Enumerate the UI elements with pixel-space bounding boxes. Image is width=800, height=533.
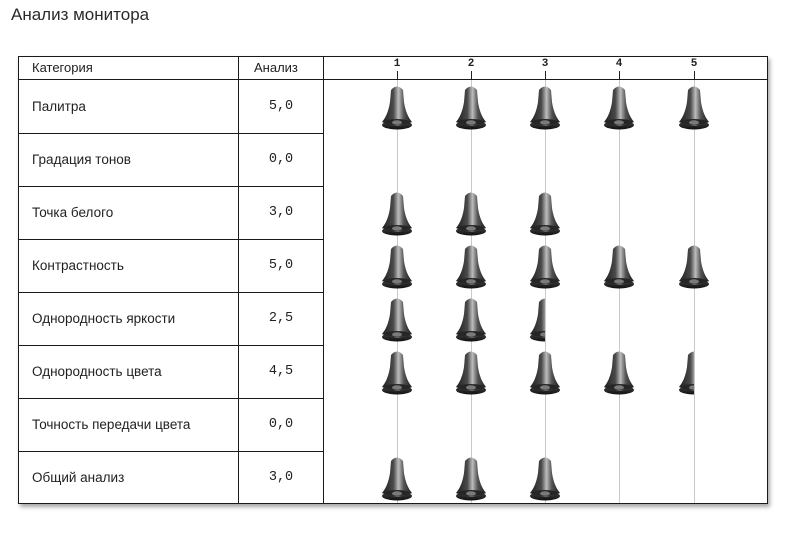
rating-bell-icon — [454, 455, 488, 503]
rating-bell-icon — [528, 455, 562, 503]
rating-bell-icon — [454, 84, 488, 132]
category-label: Точка белого — [32, 205, 114, 220]
scale-tick-mark — [471, 71, 472, 79]
scale-tick-label: 1 — [393, 58, 401, 70]
scale-tick-mark — [545, 71, 546, 79]
rating-bell-icon — [380, 190, 414, 238]
score-value: 0,0 — [268, 152, 294, 167]
score-value: 3,0 — [268, 205, 294, 220]
rating-bell-icon — [602, 243, 636, 291]
rating-bell-icon — [602, 84, 636, 132]
grid-line — [397, 80, 398, 503]
rating-bell-icon — [677, 84, 711, 132]
score-value: 5,0 — [268, 99, 294, 114]
rating-bell-icon — [454, 243, 488, 291]
rating-bell-icon — [380, 349, 414, 397]
page-title: Анализ монитора — [11, 5, 150, 24]
rating-bell-icon — [454, 190, 488, 238]
scale-tick-label: 4 — [615, 58, 623, 70]
category-label: Однородность яркости — [32, 311, 176, 326]
rating-table — [18, 56, 768, 504]
grid-line — [545, 80, 546, 503]
rating-bell-icon — [528, 349, 562, 397]
rating-bell-icon — [454, 349, 488, 397]
score-value: 4,5 — [268, 364, 294, 379]
category-label: Однородность цвета — [32, 364, 162, 379]
rating-bell-icon — [380, 296, 414, 344]
rating-bell-icon — [528, 190, 562, 238]
scale-tick-mark — [397, 71, 398, 79]
rating-bell-icon — [602, 349, 636, 397]
rating-bell-icon — [380, 84, 414, 132]
scale-tick-label: 3 — [541, 58, 549, 70]
scale-tick-mark — [694, 71, 695, 79]
grid-line — [471, 80, 472, 503]
scale-tick-label: 2 — [467, 58, 475, 70]
scale-tick-mark — [619, 71, 620, 79]
score-value: 2,5 — [268, 311, 294, 326]
category-label: Палитра — [32, 99, 86, 114]
grid-line — [619, 80, 620, 503]
rating-bell-icon — [454, 296, 488, 344]
rating-bell-icon — [528, 243, 562, 291]
grid-line — [694, 80, 695, 503]
score-value: 5,0 — [268, 258, 294, 273]
score-value: 0,0 — [268, 417, 294, 432]
column-divider — [323, 57, 324, 503]
rating-bell-icon — [528, 84, 562, 132]
score-column-header: Анализ — [254, 60, 298, 75]
rating-bell-icon — [677, 243, 711, 291]
score-value: 3,0 — [268, 470, 294, 485]
rating-bell-icon — [380, 243, 414, 291]
rating-bell-icon — [677, 349, 694, 397]
category-label: Общий анализ — [32, 470, 125, 485]
category-label: Контрастность — [32, 258, 124, 273]
category-column-header: Категория — [32, 60, 93, 75]
category-label: Градация тонов — [32, 152, 131, 167]
rating-bell-icon — [380, 455, 414, 503]
scale-tick-label: 5 — [690, 58, 698, 70]
rating-bell-icon — [528, 296, 545, 344]
category-label: Точность передачи цвета — [32, 417, 191, 432]
